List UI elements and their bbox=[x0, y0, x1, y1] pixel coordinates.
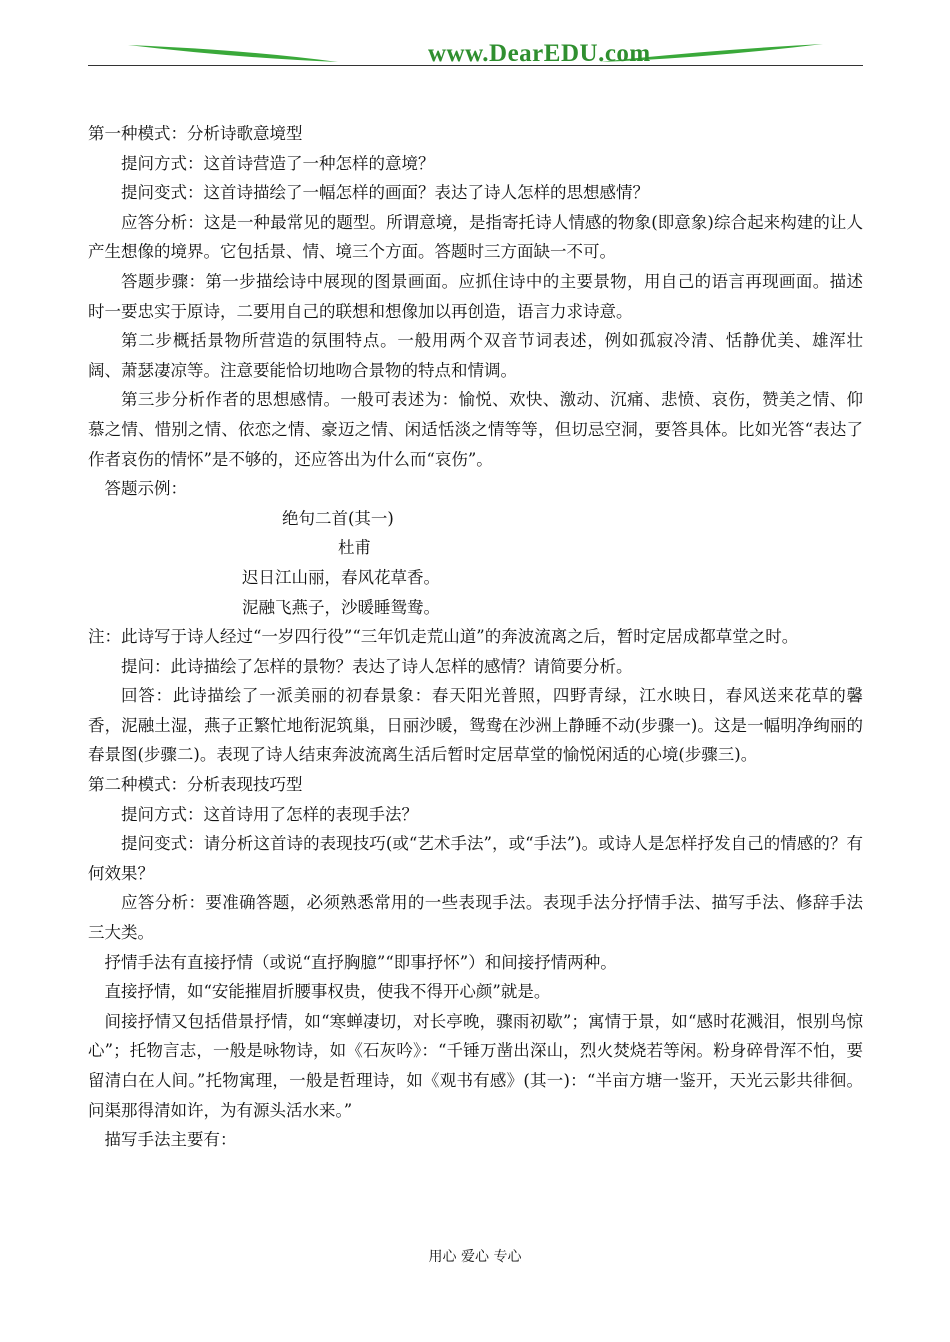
paragraph: 第一种模式：分析诗歌意境型 bbox=[88, 124, 303, 143]
left-swoosh-icon bbox=[128, 45, 338, 62]
paragraph: 泥融飞燕子，沙暖睡鸳鸯。 bbox=[242, 597, 440, 617]
paragraph: 应答分析：这是一种最常见的题型。所谓意境，是指寄托诗人情感的物象(即意象)综合起来构建的让人产生想像的境界。它包括景、情、境三个方面。答题时三方面缺一不可。 bbox=[88, 212, 863, 262]
page-footer: 用心 爱心 专心 bbox=[428, 1249, 522, 1265]
paragraph: 第二步概括景物所营造的氛围特点。一般用两个双音节词表述，例如孤寂冷清、恬静优美、雄浑壮阔、萧瑟凄凉等。注意要能恰切地吻合景物的特点和情调。 bbox=[88, 331, 863, 380]
paragraph: 注：此诗写于诗人经过“一岁四行役”“三年饥走荒山道”的奔波流离之后，暂时定居成都草堂之时。 bbox=[88, 627, 799, 647]
site-logo-text: www.DearEDU.com bbox=[428, 40, 651, 67]
paragraph: 抒情手法有直接抒情（或说“直抒胸臆”“即事抒怀”）和间接抒情两种。 bbox=[104, 952, 617, 972]
paragraph: 迟日江山丽，春风花草香。 bbox=[242, 567, 440, 587]
paragraph: 第二种模式：分析表现技巧型 bbox=[88, 775, 303, 795]
paragraph: 第三步分析作者的思想感情。一般可表述为：愉悦、欢快、激动、沉痛、悲愤、哀伤，赞美之情、仰慕之情、惜别之情、依恋之情、豪迈之情、闲适恬淡之情等等，但切忌空洞，要答具体。比如光答“表达了作者哀伤的情怀”是不够的，还应答出为什么而“哀伤”。 bbox=[88, 390, 863, 469]
paragraph: 提问方式：这首诗营造了一种怎样的意境？ bbox=[121, 153, 435, 173]
document-body bbox=[88, 119, 863, 1155]
paragraph: 提问：此诗描绘了怎样的景物？表达了诗人怎样的感情？请简要分析。 bbox=[121, 656, 633, 676]
paragraph: 答题示例： bbox=[104, 479, 187, 499]
paragraph: 绝句二首(其一) bbox=[282, 508, 394, 528]
paragraph: 回答：此诗描绘了一派美丽的初春景象：春天阳光普照，四野青绿，江水映日，春风送来花草的馨香，泥融土湿，燕子正繁忙地衔泥筑巢，日丽沙暖，鸳鸯在沙洲上静睡不动(步骤一)。这是一幅明净绚丽的春景图(步骤二)。表现了诗人结束奔波流离生活后暂时定居草堂的愉悦闲适的心境(步骤三)。 bbox=[88, 686, 863, 765]
paragraph: 应答分析：要准确答题，必须熟悉常用的一些表现手法。表现手法分抒情手法、描写手法、修辞手法三大类。 bbox=[88, 893, 863, 943]
paragraph: 直接抒情，如“安能摧眉折腰事权贵，使我不得开心颜”就是。 bbox=[104, 982, 551, 1002]
paragraph: 杜甫 bbox=[338, 538, 371, 558]
paragraph: 提问变式：请分析这首诗的表现技巧(或“艺术手法”，或“手法”)。或诗人是怎样抒发自己的情感的？有何效果？ bbox=[88, 834, 863, 883]
paragraph: 答题步骤：第一步描绘诗中展现的图景画面。应抓住诗中的主要景物，用自己的语言再现画面。描述时一要忠实于原诗，二要用自己的联想和想像加以再创造，语言力求诗意。 bbox=[88, 271, 863, 321]
paragraph: 间接抒情又包括借景抒情，如“寒蝉凄切，对长亭晚，骤雨初歇”；寓情于景，如“感时花溅泪，恨别鸟惊心”；托物言志，一般是咏物诗，如《石灰吟》：“千锤万凿出深山，烈火焚烧若等闲。粉身碎骨浑不怕，要留清白在人间。”托物寓理，一般是哲理诗，如《观书有感》(其一)：“半亩方塘一鉴开，天光云影共徘徊。问渠那得清如许，为有源头活水来。” bbox=[88, 1011, 863, 1120]
header-divider bbox=[88, 65, 863, 66]
paragraph: 提问方式：这首诗用了怎样的表现手法？ bbox=[121, 804, 418, 824]
paragraph: 提问变式：这首诗描绘了一幅怎样的画面？表达了诗人怎样的思想感情？ bbox=[121, 183, 649, 203]
paragraph: 描写手法主要有： bbox=[104, 1130, 237, 1150]
